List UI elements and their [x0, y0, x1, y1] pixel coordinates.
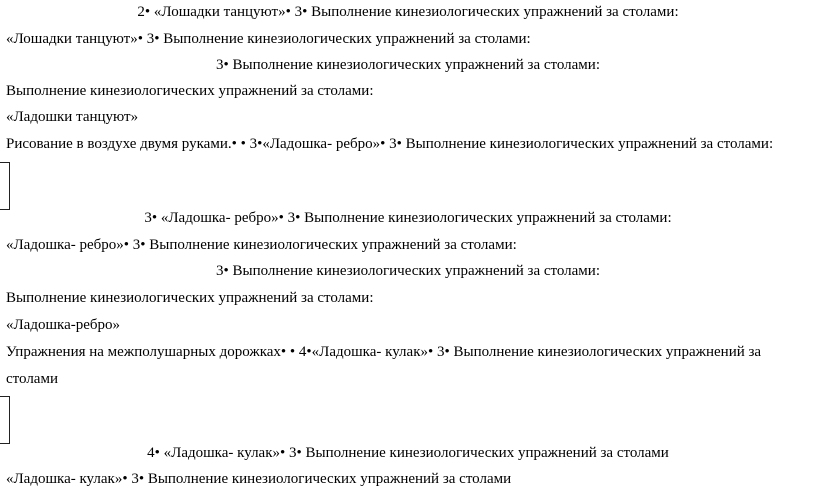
text-line-13: столами: [6, 371, 58, 387]
text-line-15: «Ладошка- кулак»• 3• Выполнение кинезиологических упражнений за столами: [6, 471, 512, 487]
text-line-8: «Ладошка- ребро»• 3• Выполнение кинезиологических упражнений за столами:: [6, 237, 517, 253]
text-line-1: 2• «Лошадки танцуют»• 3• Выполнение кинезиологических упражнений за столами:: [137, 4, 679, 20]
frame-marker-1: [0, 162, 10, 210]
text-line-11: «Ладошка-ребро»: [6, 317, 121, 333]
text-line-5: «Ладошки танцуют»: [6, 109, 139, 125]
text-line-10: Выполнение кинезиологических упражнений за столами:: [6, 290, 374, 306]
text-line-3: 3• Выполнение кинезиологических упражнений за столами:: [216, 57, 600, 73]
frame-marker-2: [0, 396, 10, 444]
text-line-2: «Лошадки танцуют»• 3• Выполнение кинезиологических упражнений за столами:: [6, 31, 531, 47]
text-line-6: Рисование в воздухе двумя руками.• • 3•«Ладошка- ребро»• 3• Выполнение кинезиологических упражнений за столами:: [6, 136, 774, 152]
text-line-7: 3• «Ладошка- ребро»• 3• Выполнение кинезиологических упражнений за столами:: [144, 210, 672, 226]
text-line-4: Выполнение кинезиологических упражнений за столами:: [6, 83, 374, 99]
text-line-9: 3• Выполнение кинезиологических упражнений за столами:: [216, 263, 600, 279]
text-line-14: 4• «Ладошка- кулак»• 3• Выполнение кинезиологических упражнений за столами: [147, 445, 669, 461]
text-line-12: Упражнения на межполушарных дорожках• • 4•«Ладошка- кулак»• 3• Выполнение кинезиологических упражнений за: [6, 344, 762, 360]
